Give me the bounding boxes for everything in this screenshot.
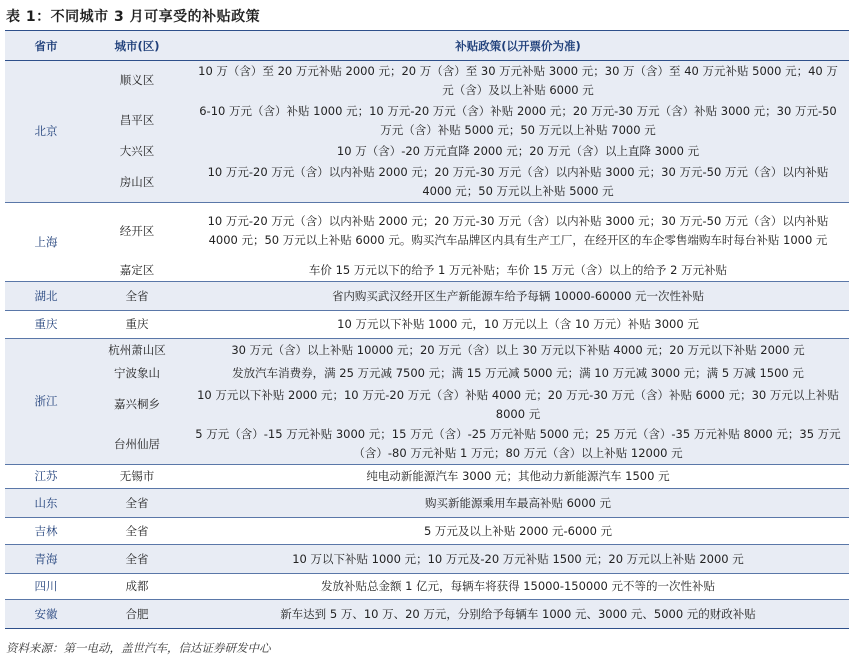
- source-note: 资料来源：第一电动，盖世汽车，信达证券研发中心: [6, 641, 271, 655]
- table-row: [5, 518, 849, 545]
- table-row: [5, 465, 849, 489]
- table-row: [5, 574, 849, 600]
- city-cell: 大兴区: [87, 141, 187, 163]
- city-cell: 重庆: [87, 311, 187, 339]
- policy-cell: 新车达到 5 万、10 万、20 万元，分别给予每辆车 1000 元、3000 元、5000 元的财政补贴: [187, 600, 849, 629]
- policy-cell: 5 万元及以上补贴 2000 元-6000 元: [187, 518, 849, 545]
- policy-cell: 10 万（含）-20 万元直降 2000 元；20 万元（含）以上直降 3000 元: [187, 141, 849, 163]
- city-cell: 杭州萧山区: [87, 339, 187, 363]
- city-cell: 嘉定区: [119, 262, 155, 277]
- city-cell: 顺义区: [87, 61, 187, 101]
- table-row: [5, 385, 849, 425]
- city-cell: 昌平区: [87, 101, 187, 141]
- city-cell: 全省: [87, 489, 187, 518]
- table-header-row: [5, 31, 849, 61]
- policy-cell: 纯电动新能源汽车 3000 元；其他动力新能源汽车 1500 元: [187, 465, 849, 489]
- province-cell: 湖北: [5, 282, 87, 311]
- city-cell: 嘉兴桐乡: [87, 385, 187, 425]
- policy-cell: 10 万元以下补贴 2000 元；10 万元-20 万元（含）补贴 4000 元；20 万元-30 万元（含）补贴 6000 元；30 万元以上补贴 8000 元: [187, 385, 849, 425]
- table-row: [5, 363, 849, 385]
- policy-cell: 10 万元以下补贴 1000 元，10 万元以上（含 10 万元）补贴 3000 元: [187, 311, 849, 339]
- city-cell: 成都: [87, 574, 187, 600]
- province-cell: 上海: [5, 203, 87, 282]
- table-row: [5, 339, 849, 363]
- policy-cell: 10 万（含）至 20 万元补贴 2000 元；20 万（含）至 30 万元补贴 3000 元；30 万（含）至 40 万元补贴 5000 元；40 万元（含）及以上补贴 6000 元: [187, 61, 849, 101]
- policy-cell: 10 万以下补贴 1000 元；10 万元及-20 万元补贴 1500 元；20 万元以上补贴 2000 元: [187, 545, 849, 574]
- province-cell: 安徽: [5, 600, 87, 629]
- province-cell: 浙江: [5, 339, 87, 465]
- policy-cell: 5 万元（含）-15 万元补贴 3000 元；15 万元（含）-25 万元补贴 5000 元；25 万元（含）-35 万元补贴 8000 元；35 万元（含）-80 万元补贴 1 万元；80 万元（含）以上补贴 12000 元: [187, 425, 849, 465]
- table-row: [5, 260, 849, 282]
- table-row: [5, 203, 849, 260]
- province-cell: 四川: [5, 574, 87, 600]
- city-cell: 房山区: [87, 163, 187, 203]
- policy-cell: 发放汽车消费券，满 25 万元减 7500 元；满 15 万元减 5000 元；满 10 万元减 3000 元；满 5 万减 1500 元: [187, 363, 849, 385]
- city-cell: 宁波象山: [87, 363, 187, 385]
- subsidy-table-container: [5, 30, 849, 629]
- table-row: [5, 545, 849, 574]
- table-row: [5, 101, 849, 141]
- table-row: [5, 141, 849, 163]
- policy-cell: 省内购买武汉经开区生产新能源车给予每辆 10000-60000 元一次性补贴: [187, 282, 849, 311]
- province-cell: 山东: [5, 489, 87, 518]
- city-cell: 全省: [87, 545, 187, 574]
- city-cell: 经开区: [87, 203, 187, 260]
- table-row: [5, 282, 849, 311]
- policy-cell: 30 万元（含）以上补贴 10000 元；20 万元（含）以上 30 万元以下补贴 4000 元；20 万元以下补贴 2000 元: [187, 339, 849, 363]
- table-row: [5, 600, 849, 629]
- province-cell: 江苏: [5, 465, 87, 489]
- policy-cell: 6-10 万元（含）补贴 1000 元；10 万元-20 万元（含）补贴 2000 元；20 万元-30 万元（含）补贴 3000 元；30 万元-50 万元（含）补贴 5000 元；50 万元以上补贴 7000 元: [187, 101, 849, 141]
- city-cell: 合肥: [87, 600, 187, 629]
- city-cell: 全省: [87, 282, 187, 311]
- table-title: 表 1：不同城市 3 月可享受的补贴政策: [6, 9, 261, 25]
- province-cell: 吉林: [5, 518, 87, 545]
- policy-cell: 10 万元-20 万元（含）以内补贴 2000 元；20 万元-30 万元（含）以内补贴 3000 元；30 万元-50 万元（含）以内补贴 4000 元；50 万元以上补贴 6000 元。购买汽车品牌区内具有生产工厂，在经开区的车企零售端购车时每台补贴 1000 元: [187, 203, 849, 260]
- province-cell: 北京: [5, 61, 87, 203]
- province-cell: 重庆: [5, 311, 87, 339]
- policy-cell: 发放补贴总金额 1 亿元，每辆车将获得 15000-150000 元不等的一次性补贴: [187, 574, 849, 600]
- policy-cell: 购买新能源乘用车最高补贴 6000 元: [187, 489, 849, 518]
- policy-cell: 车价 15 万元以下的给予 1 万元补贴；车价 15 万元（含）以上的给予 2 万元补贴: [308, 262, 728, 277]
- header-province: 省市: [5, 31, 87, 61]
- subsidy-policy-table: [5, 30, 849, 629]
- table-row: [5, 163, 849, 203]
- table-row: [5, 489, 849, 518]
- city-cell: 台州仙居: [87, 425, 187, 465]
- table-row: [5, 311, 849, 339]
- table-row: [5, 61, 849, 101]
- table-row: [5, 425, 849, 465]
- header-city: 城市(区): [87, 31, 187, 61]
- policy-cell: 10 万元-20 万元（含）以内补贴 2000 元；20 万元-30 万元（含）以内补贴 3000 元；30 万元-50 万元（含）以内补贴 4000 元；50 万元以上补贴 5000 元: [187, 163, 849, 203]
- province-cell: 青海: [5, 545, 87, 574]
- table-body: [5, 61, 849, 629]
- city-cell: 全省: [87, 518, 187, 545]
- city-cell: 无锡市: [87, 465, 187, 489]
- header-policy: 补贴政策(以开票价为准): [187, 31, 849, 61]
